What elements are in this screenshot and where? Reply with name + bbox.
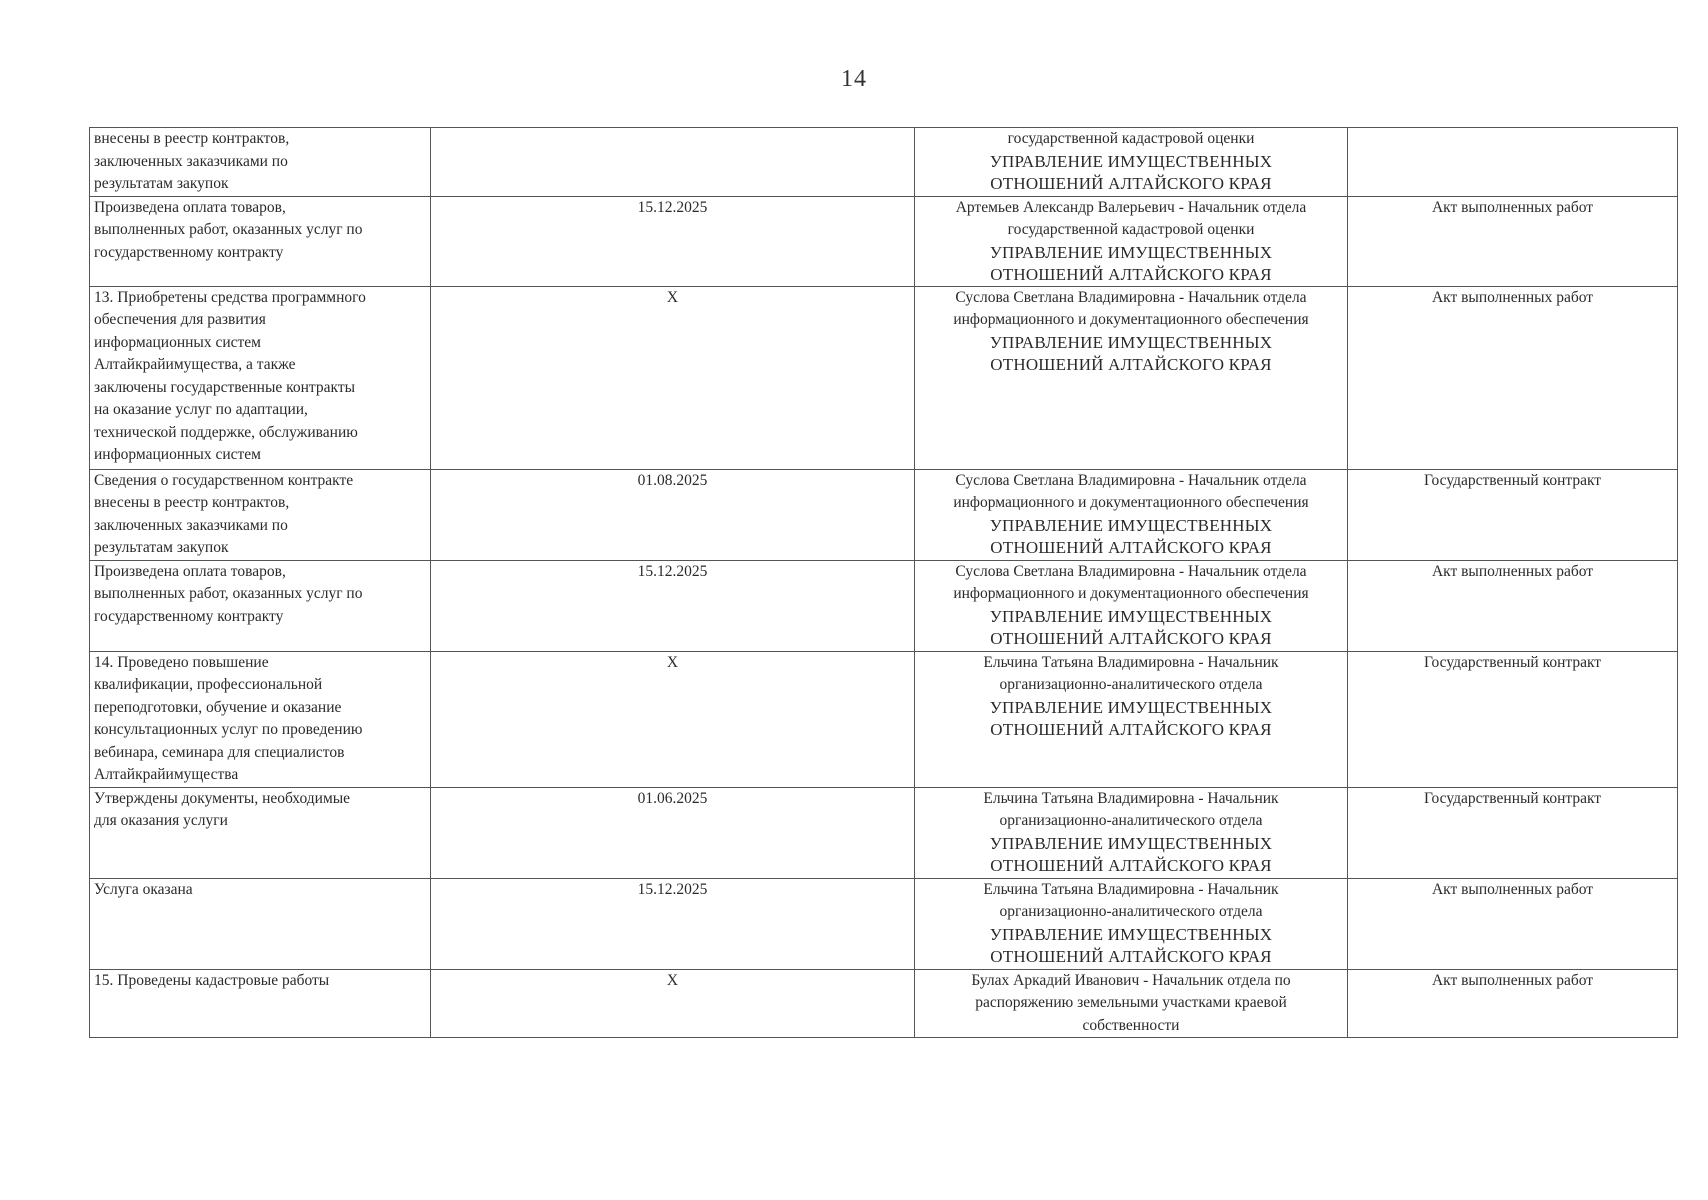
event-text: 14. Проведено повышение [94,653,269,671]
event-text: информационных систем [94,446,261,463]
event-text: заключенных заказчиками по [94,152,288,170]
event-text: Произведена оплата товаров, [94,198,286,216]
document-cell: Акт выполненных работ [1348,196,1678,286]
responsible-cell [915,128,1348,197]
responsible-cell [915,286,1348,469]
table-row [90,969,1678,1038]
event-cell [90,469,431,560]
date-cell: X [431,286,915,469]
event-text: Алтайкрайимущества [94,766,239,783]
document-cell: Государственный контракт [1348,787,1678,878]
organization-name: ОТНОШЕНИЙ АЛТАЙСКОГО КРАЯ [990,946,1272,966]
table-row [90,787,1678,878]
event-text: заключенных заказчиками по [94,516,288,534]
responsible-text: Ельчина Татьяна Владимировна - Начальник [983,789,1279,807]
organization-name: ОТНОШЕНИЙ АЛТАЙСКОГО КРАЯ [990,264,1272,284]
table-row [90,878,1678,969]
date-cell: 01.06.2025 [431,787,915,878]
event-text: вебинара, семинара для специалистов [94,743,345,761]
responsible-text: информационного и документационного обеспечения [953,311,1309,328]
responsible-cell [915,878,1348,969]
responsible-text: Суслова Светлана Владимировна - Начальник отдела [955,471,1307,489]
event-cell [90,128,431,197]
document-cell: Акт выполненных работ [1348,286,1678,469]
event-text: на оказание услуг по адаптации, [94,401,308,418]
responsible-cell [915,469,1348,560]
document-cell: Акт выполненных работ [1348,969,1678,1038]
responsible-text: Артемьев Александр Валерьевич - Начальник отдела [955,198,1307,216]
responsible-text: государственной кадастровой оценки [1007,221,1255,238]
event-cell [90,787,431,878]
event-cell [90,651,431,787]
responsible-text: информационного и документационного обеспечения [953,494,1309,511]
event-text: результатам закупок [94,539,229,556]
event-text: государственному контракту [94,607,284,625]
event-text: Сведения о государственном контракте [94,471,354,489]
responsible-cell [915,196,1348,286]
event-text: технической поддержке, обслуживанию [94,423,358,441]
event-text: государственному контракту [94,243,284,261]
event-cell [90,560,431,651]
organization-name: ОТНОШЕНИЙ АЛТАЙСКОГО КРАЯ [990,537,1272,557]
event-text: 13. Приобретены средства программного [94,288,366,306]
responsible-text: Булах Аркадий Иванович - Начальник отдела по [971,971,1291,989]
event-text: внесены в реестр контрактов, [94,494,290,511]
date-cell: 15.12.2025 [431,196,915,286]
organization-name: УПРАВЛЕНИЕ ИМУЩЕСТВЕННЫХ [989,151,1273,171]
table-row [90,286,1678,469]
date-cell: X [431,969,915,1038]
event-text: 15. Проведены кадастровые работы [94,971,330,989]
plan-table [89,127,1678,1038]
date-cell: 15.12.2025 [431,560,915,651]
responsible-text: организационно-аналитического отдела [999,676,1263,693]
responsible-text: организационно-аналитического отдела [999,903,1263,920]
event-text: Утверждены документы, необходимые [94,789,351,807]
date-cell: X [431,651,915,787]
event-text: заключены государственные контракты [94,378,356,396]
organization-name: ОТНОШЕНИЙ АЛТАЙСКОГО КРАЯ [990,855,1272,875]
event-text: переподготовки, обучение и оказание [94,698,342,716]
responsible-cell [915,560,1348,651]
organization-name: УПРАВЛЕНИЕ ИМУЩЕСТВЕННЫХ [989,515,1273,535]
event-text: Услуга оказана [94,880,193,898]
document-cell: Акт выполненных работ [1348,560,1678,651]
organization-name: УПРАВЛЕНИЕ ИМУЩЕСТВЕННЫХ [989,697,1273,717]
table-row [90,196,1678,286]
responsible-text: Ельчина Татьяна Владимировна - Начальник [983,880,1279,898]
event-text: внесены в реестр контрактов, [94,130,290,147]
responsible-cell [915,651,1348,787]
table-row [90,128,1678,197]
document-cell: Акт выполненных работ [1348,878,1678,969]
event-cell [90,969,431,1038]
event-text: консультационных услуг по проведению [94,721,363,738]
table-row [90,469,1678,560]
page-number: 14 [841,66,867,92]
event-text: Произведена оплата товаров, [94,562,286,580]
responsible-text: информационного и документационного обеспечения [953,585,1309,602]
date-cell [431,128,915,197]
responsible-cell [915,787,1348,878]
responsible-text: организационно-аналитического отдела [999,812,1263,829]
responsible-cell [915,969,1348,1038]
date-cell: 15.12.2025 [431,878,915,969]
event-cell [90,196,431,286]
responsible-text: Суслова Светлана Владимировна - Начальник отдела [955,562,1307,580]
organization-name: ОТНОШЕНИЙ АЛТАЙСКОГО КРАЯ [990,719,1272,739]
organization-name: УПРАВЛЕНИЕ ИМУЩЕСТВЕННЫХ [989,833,1273,853]
organization-name: ОТНОШЕНИЙ АЛТАЙСКОГО КРАЯ [990,173,1272,193]
date-cell: 01.08.2025 [431,469,915,560]
event-text: для оказания услуги [94,812,228,829]
document-cell: Государственный контракт [1348,651,1678,787]
event-text: результатам закупок [94,175,229,192]
organization-name: УПРАВЛЕНИЕ ИМУЩЕСТВЕННЫХ [989,332,1273,352]
table-row [90,560,1678,651]
organization-name: УПРАВЛЕНИЕ ИМУЩЕСТВЕННЫХ [989,606,1273,626]
document-cell: Государственный контракт [1348,469,1678,560]
table-row [90,651,1678,787]
organization-name: ОТНОШЕНИЙ АЛТАЙСКОГО КРАЯ [990,628,1272,648]
event-cell [90,878,431,969]
event-text: квалификации, профессиональной [94,676,323,693]
event-cell [90,286,431,469]
organization-name: ОТНОШЕНИЙ АЛТАЙСКОГО КРАЯ [990,354,1272,374]
responsible-text: распоряжению земельными участками краевой [975,994,1287,1011]
responsible-text: Ельчина Татьяна Владимировна - Начальник [983,653,1279,671]
event-text: выполненных работ, оказанных услуг по [94,585,363,602]
responsible-text: Суслова Светлана Владимировна - Начальник отдела [955,288,1307,306]
event-text: выполненных работ, оказанных услуг по [94,221,363,238]
organization-name: УПРАВЛЕНИЕ ИМУЩЕСТВЕННЫХ [989,924,1273,944]
event-text: Алтайкрайимущества, а также [94,356,296,373]
document-cell [1348,128,1678,197]
event-text: информационных систем [94,333,261,351]
organization-name: УПРАВЛЕНИЕ ИМУЩЕСТВЕННЫХ [989,242,1273,262]
responsible-text: государственной кадастровой оценки [1007,130,1255,147]
responsible-text: собственности [1082,1016,1180,1034]
event-text: обеспечения для развития [94,311,266,328]
